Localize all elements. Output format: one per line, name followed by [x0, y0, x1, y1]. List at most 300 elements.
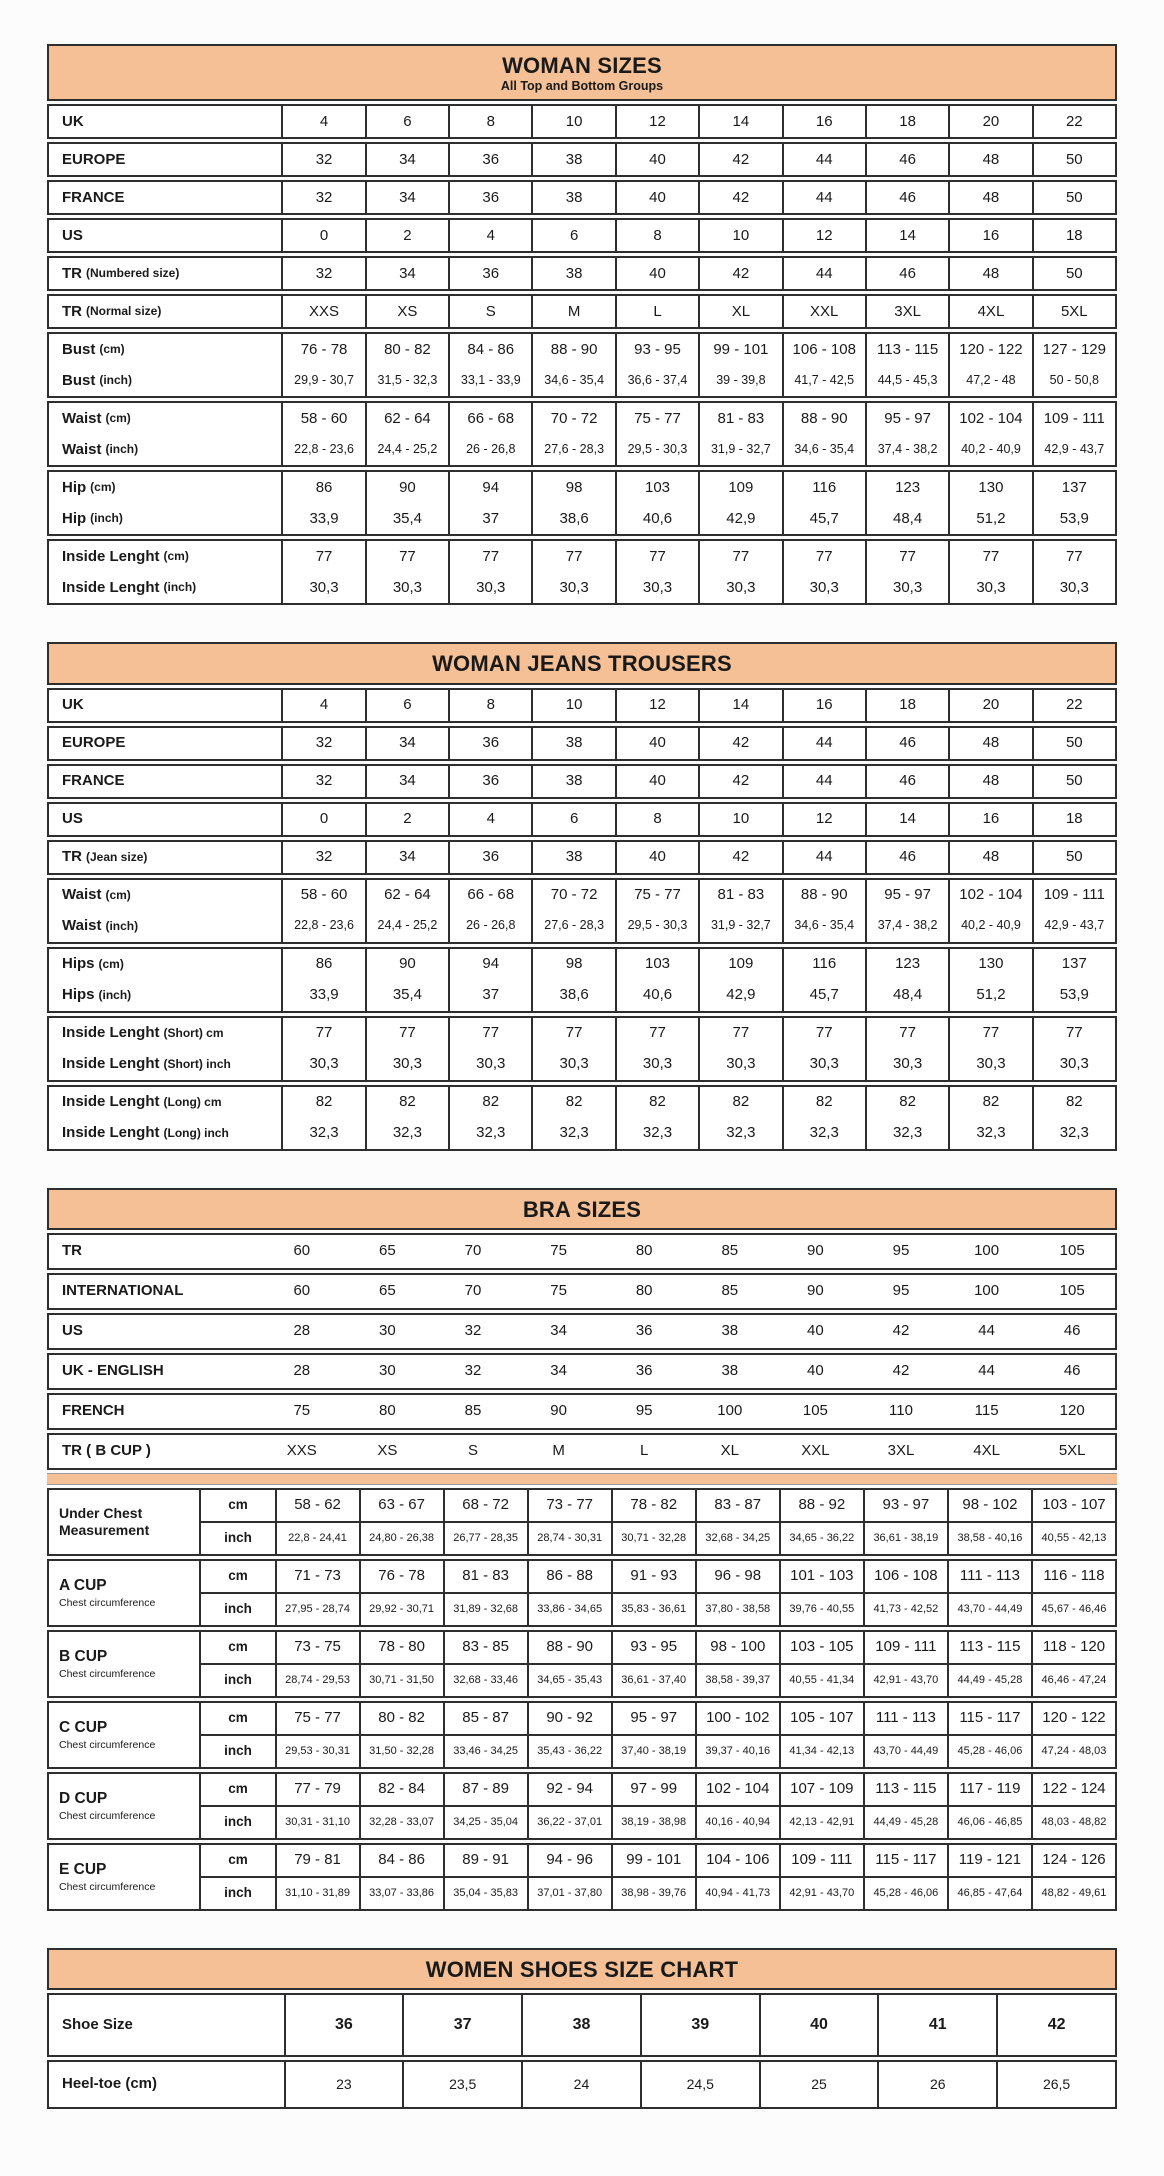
bra-conversion-value: 46 — [1063, 1322, 1081, 1340]
row-label-note: (cm) — [105, 887, 131, 902]
bra-measurement-value: 33,46 - 34,25 — [443, 1736, 527, 1767]
size-value: 30,3 — [615, 1049, 698, 1080]
size-value: 50 — [1032, 728, 1115, 759]
bra-measurement-value: 39,37 - 40,16 — [695, 1736, 779, 1767]
table-row — [49, 1118, 1115, 1149]
bra-measurement-value: 44,49 - 45,28 — [947, 1665, 1031, 1696]
bra-conversion-value: 70 — [464, 1242, 482, 1260]
bra-conversion-value: 80 — [379, 1402, 396, 1420]
bra-measurement-value: 113 - 115 — [863, 1774, 947, 1805]
size-value: 30,3 — [448, 1049, 531, 1080]
size-value: 32 — [281, 728, 364, 759]
table-row — [49, 728, 1115, 759]
bra-measurement-value: 35,04 - 35,83 — [443, 1878, 527, 1909]
bra-measurement-value: 34,65 - 35,43 — [527, 1665, 611, 1696]
size-value: XL — [698, 296, 781, 327]
size-value: 95 - 97 — [865, 403, 948, 434]
unit-label: cm — [228, 1780, 248, 1796]
size-value: 22 — [1032, 690, 1115, 721]
table-row — [49, 1018, 1115, 1049]
bra-conversion-value: 115 — [974, 1402, 999, 1420]
size-value: 109 - 111 — [1032, 880, 1115, 911]
size-value: 46 — [865, 728, 948, 759]
size-value: 32,3 — [281, 1118, 364, 1149]
size-value: 82 — [365, 1087, 448, 1118]
size-row-group — [47, 764, 1117, 799]
size-value: 14 — [865, 220, 948, 251]
bra-conversion-row — [47, 1233, 1117, 1270]
table-row — [49, 911, 1115, 942]
row-label — [49, 804, 281, 835]
size-value: 16 — [948, 220, 1031, 251]
bra-measurement-value: 75 - 77 — [275, 1703, 359, 1734]
size-value: 34 — [365, 766, 448, 797]
bra-measurement-value: 91 - 93 — [611, 1561, 695, 1592]
table-row — [201, 1876, 1115, 1909]
size-row-group — [47, 726, 1117, 761]
size-value: 45,7 — [782, 503, 865, 534]
table-row — [49, 842, 1115, 873]
bra-cup-name: Measurement — [59, 1521, 150, 1538]
size-value: 0 — [281, 220, 364, 251]
size-value: 30,3 — [698, 1049, 781, 1080]
size-value: 75 - 77 — [615, 880, 698, 911]
unit-label: cm — [228, 1567, 248, 1583]
row-label-text: FRANCE — [62, 771, 125, 789]
size-value: 51,2 — [948, 503, 1031, 534]
size-value: 48 — [948, 766, 1031, 797]
row-label-text: TR ( B CUP ) — [62, 1442, 151, 1460]
bra-conversion-value: 60 — [293, 1282, 311, 1300]
table-row — [201, 1632, 1115, 1663]
bra-measurement-value: 78 - 82 — [611, 1490, 695, 1521]
size-value: 34 — [365, 258, 448, 289]
size-value: 77 — [1032, 541, 1115, 572]
bra-measurement-value: 111 - 113 — [863, 1703, 947, 1734]
size-value: 40 — [615, 144, 698, 175]
row-label-text: UK — [62, 695, 84, 713]
size-value: 30,3 — [698, 572, 781, 603]
unit-label: inch — [224, 1529, 252, 1545]
size-value: 90 — [365, 949, 448, 980]
size-value: 58 - 60 — [281, 403, 364, 434]
row-label — [49, 1018, 281, 1049]
size-value: 31,9 - 32,7 — [698, 434, 781, 465]
bra-measurement-value: 38,98 - 39,76 — [611, 1878, 695, 1909]
row-label-text: Hips — [62, 985, 95, 1003]
bra-measurement-value: 76 - 78 — [359, 1561, 443, 1592]
size-value: 32,3 — [782, 1118, 865, 1149]
row-label — [49, 1087, 281, 1118]
row-label — [49, 472, 281, 503]
size-value: 12 — [782, 804, 865, 835]
size-value: 70 - 72 — [531, 880, 614, 911]
size-value: 32,3 — [448, 1118, 531, 1149]
bra-cup-rows — [201, 1774, 1115, 1838]
shoe-size-value: 36 — [284, 1995, 403, 2055]
bra-measurement-value: 36,22 - 37,01 — [527, 1807, 611, 1838]
size-value: 10 — [698, 804, 781, 835]
size-value: 50 — [1032, 258, 1115, 289]
size-value: 32,3 — [365, 1118, 448, 1149]
size-value: 16 — [782, 690, 865, 721]
unit-label: inch — [224, 1813, 252, 1829]
row-label-text: US — [62, 1322, 83, 1340]
size-value: 48 — [948, 258, 1031, 289]
bra-cup-name: A CUP — [59, 1577, 107, 1595]
shoes-header — [47, 1948, 1117, 1990]
size-row-group — [47, 1085, 1117, 1151]
bra-conversion-value: 75 — [293, 1402, 311, 1420]
bra-cup-sublabel: Chest circumference — [59, 1738, 156, 1751]
size-value: 58 - 60 — [281, 880, 364, 911]
table-row — [201, 1561, 1115, 1592]
row-label — [49, 880, 281, 911]
size-value: XS — [365, 296, 448, 327]
size-value: 36 — [448, 766, 531, 797]
size-value: 77 — [698, 541, 781, 572]
size-value: 44 — [782, 842, 865, 873]
size-value: 130 — [948, 472, 1031, 503]
bra-conversion-value: 40 — [807, 1322, 824, 1340]
row-label-note: (Short) cm — [163, 1025, 224, 1040]
table-row — [49, 258, 1115, 289]
size-value: XXL — [782, 296, 865, 327]
row-label — [49, 403, 281, 434]
size-value: 30,3 — [448, 572, 531, 603]
bra-conversion-value: 5XL — [1058, 1442, 1086, 1460]
bra-conversion-value: 80 — [635, 1242, 653, 1260]
bra-measurement-value: 43,70 - 44,49 — [863, 1736, 947, 1767]
row-label — [49, 220, 281, 251]
row-label-note: (inch) — [163, 580, 197, 595]
table-row — [49, 403, 1115, 434]
bra-conversion-value: 32 — [464, 1362, 482, 1380]
bra-measurement-value: 42,91 - 43,70 — [863, 1665, 947, 1696]
size-value: 94 — [448, 472, 531, 503]
bra-measurement-value: 63 - 67 — [359, 1490, 443, 1521]
bra-cup-rows — [201, 1703, 1115, 1767]
bra-measurement-value: 30,71 - 32,28 — [611, 1523, 695, 1554]
table-row — [49, 1049, 1115, 1080]
size-row-group — [47, 840, 1117, 875]
size-value: 77 — [1032, 1018, 1115, 1049]
size-value: 34 — [365, 728, 448, 759]
row-label — [49, 1355, 259, 1388]
bra-measurement-value: 33,86 - 34,65 — [527, 1594, 611, 1625]
bra-measurement-value: 93 - 95 — [611, 1632, 695, 1663]
table-row — [49, 572, 1115, 603]
bra-measurement-value: 28,74 - 30,31 — [527, 1523, 611, 1554]
bra-conversion-value: 30 — [379, 1362, 396, 1380]
size-value: 44 — [782, 728, 865, 759]
bra-conversion-row — [47, 1313, 1117, 1350]
row-label-text: Bust — [62, 371, 96, 389]
size-value: 14 — [698, 106, 781, 137]
bra-measurement-value: 73 - 77 — [527, 1490, 611, 1521]
size-value: 36 — [448, 144, 531, 175]
bra-measurement-value: 38,19 - 38,98 — [611, 1807, 695, 1838]
size-value: 38 — [531, 728, 614, 759]
size-value: 88 - 90 — [782, 880, 865, 911]
bra-measurement-value: 83 - 85 — [443, 1632, 527, 1663]
size-value: 70 - 72 — [531, 403, 614, 434]
size-value: 77 — [865, 541, 948, 572]
row-label-note: (cm) — [163, 549, 189, 564]
size-value: 36 — [448, 728, 531, 759]
bra-cup-rows — [201, 1632, 1115, 1696]
size-row-group — [47, 878, 1117, 944]
size-value: 35,4 — [365, 503, 448, 534]
size-value: 77 — [782, 1018, 865, 1049]
size-value: 30,3 — [365, 1049, 448, 1080]
size-value: 40 — [615, 182, 698, 213]
row-label-text: Bust — [62, 340, 96, 358]
size-value: 37,4 - 38,2 — [865, 434, 948, 465]
bra-measurement-value: 45,67 - 46,46 — [1031, 1594, 1115, 1625]
size-value: 77 — [365, 1018, 448, 1049]
size-value: 16 — [782, 106, 865, 137]
table-row — [201, 1774, 1115, 1805]
size-value: 22,8 - 23,6 — [281, 911, 364, 942]
size-value: 48 — [948, 728, 1031, 759]
size-value: 18 — [1032, 804, 1115, 835]
row-label-note: (cm) — [90, 480, 116, 495]
size-value: 123 — [865, 949, 948, 980]
bra-measurement-value: 37,80 - 38,58 — [695, 1594, 779, 1625]
woman-sizes-title: WOMAN SIZES — [502, 53, 662, 78]
row-label-text: US — [62, 226, 83, 244]
bra-measurement-value: 48,82 - 49,61 — [1031, 1878, 1115, 1909]
bra-cup-label — [49, 1774, 201, 1838]
bra-conversion-value: XXL — [801, 1442, 830, 1460]
size-value: 12 — [615, 106, 698, 137]
bra-measurement-value: 79 - 81 — [275, 1845, 359, 1876]
bra-conversion-value: 42 — [892, 1362, 910, 1380]
bra-measurement-value: 122 - 124 — [1031, 1774, 1115, 1805]
row-label-note: (inch) — [105, 918, 139, 933]
row-label-text: TR — [62, 1242, 82, 1260]
shoe-size-value: 25 — [759, 2062, 878, 2107]
bra-conversion-value: 105 — [1059, 1282, 1085, 1300]
size-value: 42 — [698, 728, 781, 759]
table-row — [49, 2062, 1115, 2107]
bra-cup-group — [47, 1843, 1117, 1911]
size-value: 120 - 122 — [948, 334, 1031, 365]
bra-measurement-value: 105 - 107 — [779, 1703, 863, 1734]
size-value: 6 — [531, 220, 614, 251]
row-label-text: US — [62, 809, 83, 827]
bra-measurement-value: 32,68 - 33,46 — [443, 1665, 527, 1696]
bra-measurement-value: 93 - 97 — [863, 1490, 947, 1521]
size-value: 86 — [281, 949, 364, 980]
bra-measurement-value: 81 - 83 — [443, 1561, 527, 1592]
size-value: 42 — [698, 766, 781, 797]
bra-conversion-value: M — [552, 1442, 565, 1460]
size-value: 18 — [1032, 220, 1115, 251]
size-value: 32 — [281, 766, 364, 797]
size-value: 32,3 — [948, 1118, 1031, 1149]
bra-conversion-value: 34 — [550, 1322, 567, 1340]
size-value: 36 — [448, 842, 531, 873]
row-label — [49, 365, 281, 396]
bra-conversion-value: L — [640, 1442, 649, 1460]
row-label — [49, 572, 281, 603]
size-value: 81 - 83 — [698, 403, 781, 434]
size-row-group — [47, 401, 1117, 467]
size-value: 42 — [698, 258, 781, 289]
size-value: 30,3 — [365, 572, 448, 603]
size-value: 48 — [948, 144, 1031, 175]
bra-measurement-value: 32,68 - 34,25 — [695, 1523, 779, 1554]
bra-sizes-header — [47, 1188, 1117, 1230]
table-row — [201, 1663, 1115, 1696]
size-row-group — [47, 470, 1117, 536]
bra-measurement-value: 109 - 111 — [779, 1845, 863, 1876]
size-value: 12 — [782, 220, 865, 251]
bra-conversion-value: 38 — [721, 1322, 739, 1340]
shoe-size-value: 26 — [877, 2062, 996, 2107]
size-value: 3XL — [865, 296, 948, 327]
bra-cup-name: C CUP — [59, 1719, 108, 1737]
size-value: 30,3 — [782, 1049, 865, 1080]
size-value: 77 — [698, 1018, 781, 1049]
size-value: 77 — [615, 541, 698, 572]
row-label — [49, 1235, 259, 1268]
size-row-group — [47, 294, 1117, 329]
bra-measurement-value: 120 - 122 — [1031, 1703, 1115, 1734]
bra-cup-group — [47, 1488, 1117, 1556]
size-value: 32,3 — [615, 1118, 698, 1149]
size-value: 40 — [615, 842, 698, 873]
bra-conversion-value: 60 — [293, 1242, 311, 1260]
size-value: 30,3 — [948, 1049, 1031, 1080]
bra-measurement-value: 100 - 102 — [695, 1703, 779, 1734]
woman-jeans-title: WOMAN JEANS TROUSERS — [432, 651, 732, 677]
bra-measurement-value: 46,06 - 46,85 — [947, 1807, 1031, 1838]
size-value: 2 — [365, 804, 448, 835]
bra-measurement-value: 106 - 108 — [863, 1561, 947, 1592]
bra-conversion-value: 32 — [464, 1322, 482, 1340]
size-value: 36 — [448, 258, 531, 289]
size-value: 36 — [448, 182, 531, 213]
row-label — [49, 1315, 259, 1348]
bra-measurement-value: 26,77 - 28,35 — [443, 1523, 527, 1554]
size-value: 40 — [615, 766, 698, 797]
size-value: 30,3 — [615, 572, 698, 603]
size-value: 109 — [698, 472, 781, 503]
bra-conversion-value: 95 — [635, 1402, 653, 1420]
size-value: 40,6 — [615, 503, 698, 534]
row-label — [49, 182, 281, 213]
bra-conversion-value: 90 — [807, 1242, 824, 1260]
woman-sizes-subtitle: All Top and Bottom Groups — [500, 79, 664, 94]
size-value: 42,9 — [698, 503, 781, 534]
row-label-text: Waist — [62, 916, 102, 934]
row-label — [49, 434, 281, 465]
row-label-text: UK - ENGLISH — [62, 1362, 164, 1380]
row-label-note: (Long) inch — [163, 1125, 229, 1140]
size-value: 53,9 — [1032, 503, 1115, 534]
row-label — [49, 1118, 281, 1149]
table-row — [49, 1995, 1115, 2055]
bra-measurement-value: 103 - 107 — [1031, 1490, 1115, 1521]
bra-measurement-value: 98 - 102 — [947, 1490, 1031, 1521]
bra-measurement-value: 30,71 - 31,50 — [359, 1665, 443, 1696]
bra-measurement-value: 33,07 - 33,86 — [359, 1878, 443, 1909]
bra-measurement-value: 104 - 106 — [695, 1845, 779, 1876]
bra-measurement-value: 111 - 113 — [947, 1561, 1031, 1592]
size-value: 34,6 - 35,4 — [782, 911, 865, 942]
row-label-note: (cm) — [105, 411, 131, 426]
bra-conversion-value: 85 — [721, 1282, 739, 1300]
row-label-text: Waist — [62, 409, 102, 427]
bra-measurement-value: 32,28 - 33,07 — [359, 1807, 443, 1838]
size-value: M — [531, 296, 614, 327]
table-row — [49, 106, 1115, 137]
size-value: 6 — [365, 106, 448, 137]
size-value: 30,3 — [782, 572, 865, 603]
row-label-text: Waist — [62, 885, 102, 903]
woman-jeans-header — [47, 642, 1117, 684]
row-label-text: Inside Lenght — [62, 1023, 160, 1041]
bra-measurement-value: 38,58 - 39,37 — [695, 1665, 779, 1696]
size-value: 30,3 — [948, 572, 1031, 603]
woman-jeans-table — [47, 642, 1117, 1150]
size-value: L — [615, 296, 698, 327]
size-value: 30,3 — [1032, 1049, 1115, 1080]
size-value: 48 — [948, 182, 1031, 213]
table-row — [49, 334, 1115, 365]
table-row — [201, 1805, 1115, 1838]
unit-label: cm — [228, 1496, 248, 1512]
row-label-note: (cm) — [98, 956, 124, 971]
bra-conversion-value: 100 — [717, 1402, 743, 1420]
size-value: 32 — [281, 144, 364, 175]
woman-sizes-body — [47, 104, 1117, 605]
bra-conversion-value: 80 — [635, 1282, 653, 1300]
bra-measurement-value: 73 - 75 — [275, 1632, 359, 1663]
table-row — [49, 472, 1115, 503]
size-value: 32 — [281, 258, 364, 289]
size-value: 41,7 - 42,5 — [782, 365, 865, 396]
bra-measurement-value: 119 - 121 — [947, 1845, 1031, 1876]
woman-sizes-header — [47, 44, 1117, 101]
size-value: 77 — [365, 541, 448, 572]
size-value: 0 — [281, 804, 364, 835]
size-value: 50 — [1032, 842, 1115, 873]
bra-conversion-value: XS — [377, 1442, 398, 1460]
bra-section-divider — [47, 1473, 1117, 1485]
size-value: 36,6 - 37,4 — [615, 365, 698, 396]
row-label-text: Hip — [62, 478, 87, 496]
row-label-text: Heel-toe (cm) — [62, 2075, 158, 2093]
bra-conversion-value: 28 — [293, 1322, 311, 1340]
size-value: 44,5 - 45,3 — [865, 365, 948, 396]
bra-conversion-value: 95 — [892, 1242, 910, 1260]
row-label — [49, 503, 281, 534]
size-value: 27,6 - 28,3 — [531, 434, 614, 465]
row-label-text: UK — [62, 112, 84, 130]
row-label-note: (inch) — [105, 442, 139, 457]
size-row-group — [47, 1016, 1117, 1082]
size-row-group — [47, 332, 1117, 398]
bra-conversion-value: 95 — [892, 1282, 910, 1300]
unit-label: cm — [228, 1638, 248, 1654]
row-label — [49, 1995, 284, 2055]
row-label-note: (cm) — [99, 342, 125, 357]
size-value: 32,3 — [531, 1118, 614, 1149]
